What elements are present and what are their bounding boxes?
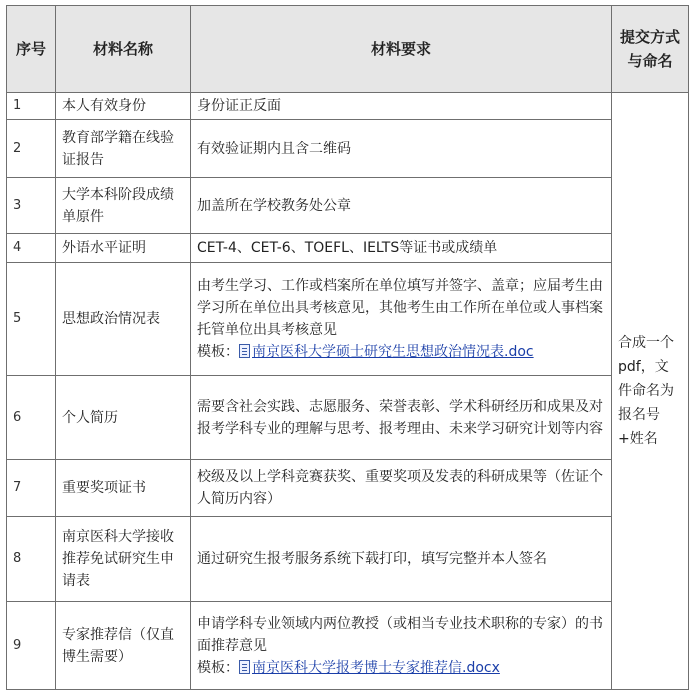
row-name: 本人有效身份	[56, 93, 191, 120]
table-row	[7, 234, 689, 263]
materials-table	[6, 5, 689, 690]
row-requirement: CET-4、CET-6、TOEFL、IELTS等证书或成绩单	[191, 234, 612, 263]
row-index: 2	[7, 120, 56, 178]
row-requirement: 申请学科专业领域内两位教授（或相当专业技术职称的专家）的书面推荐意见	[197, 615, 603, 654]
header-index: 序号	[7, 6, 56, 93]
row-name: 重要奖项证书	[56, 460, 191, 517]
submission-note: 合成一个pdf，文件命名为报名号+姓名	[612, 93, 689, 690]
table-row	[7, 263, 689, 376]
template-link[interactable]: 南京医科大学报考博士专家推荐信.docx	[252, 659, 500, 676]
table-row	[7, 120, 689, 178]
document-icon	[239, 660, 250, 674]
row-requirement-cell	[191, 263, 612, 376]
row-requirement-cell	[191, 602, 612, 690]
row-index: 3	[7, 178, 56, 234]
row-requirement: 通过研究生报考服务系统下载打印，填写完整并本人签名	[191, 517, 612, 602]
row-index: 9	[7, 602, 56, 690]
row-requirement: 需要含社会实践、志愿服务、荣誉表彰、学术科研经历和成果及对报考学科专业的理解与思考、报考理由、未来学习研究计划等内容	[191, 376, 612, 460]
row-name: 南京医科大学接收推荐免试研究生申请表	[56, 517, 191, 602]
table-row	[7, 602, 689, 690]
row-requirement: 由考生学习、工作或档案所在单位填写并签字、盖章；应届考生由学习所在单位出具考核意见，其他考生由工作所在单位或人事档案托管单位出具考核意见	[197, 278, 603, 338]
template-link[interactable]: 南京医科大学硕士研究生思想政治情况表.doc	[252, 344, 534, 360]
row-name: 思想政治情况表	[56, 263, 191, 376]
row-requirement: 身份证正反面	[191, 93, 612, 120]
table-row	[7, 376, 689, 460]
row-name: 个人简历	[56, 376, 191, 460]
row-requirement: 有效验证期内且含二维码	[191, 120, 612, 178]
table-row	[7, 93, 689, 120]
row-index: 7	[7, 460, 56, 517]
row-index: 5	[7, 263, 56, 376]
template-label: 模板：	[197, 344, 239, 360]
row-name: 专家推荐信（仅直博生需要）	[56, 602, 191, 690]
header-name: 材料名称	[56, 6, 191, 93]
row-index: 1	[7, 93, 56, 120]
template-label: 模板：	[197, 659, 239, 676]
row-name: 大学本科阶段成绩单原件	[56, 178, 191, 234]
row-index: 4	[7, 234, 56, 263]
row-index: 6	[7, 376, 56, 460]
document-icon	[239, 344, 250, 358]
row-requirement: 加盖所在学校教务处公章	[191, 178, 612, 234]
table-row	[7, 178, 689, 234]
row-requirement: 校级及以上学科竞赛获奖、重要奖项及发表的科研成果等（佐证个人简历内容）	[191, 460, 612, 517]
table-row	[7, 517, 689, 602]
row-name: 外语水平证明	[56, 234, 191, 263]
table-row	[7, 460, 689, 517]
row-name: 教育部学籍在线验证报告	[56, 120, 191, 178]
row-index: 8	[7, 517, 56, 602]
header-submission: 提交方式与命名	[612, 6, 689, 93]
header-requirement: 材料要求	[191, 6, 612, 93]
